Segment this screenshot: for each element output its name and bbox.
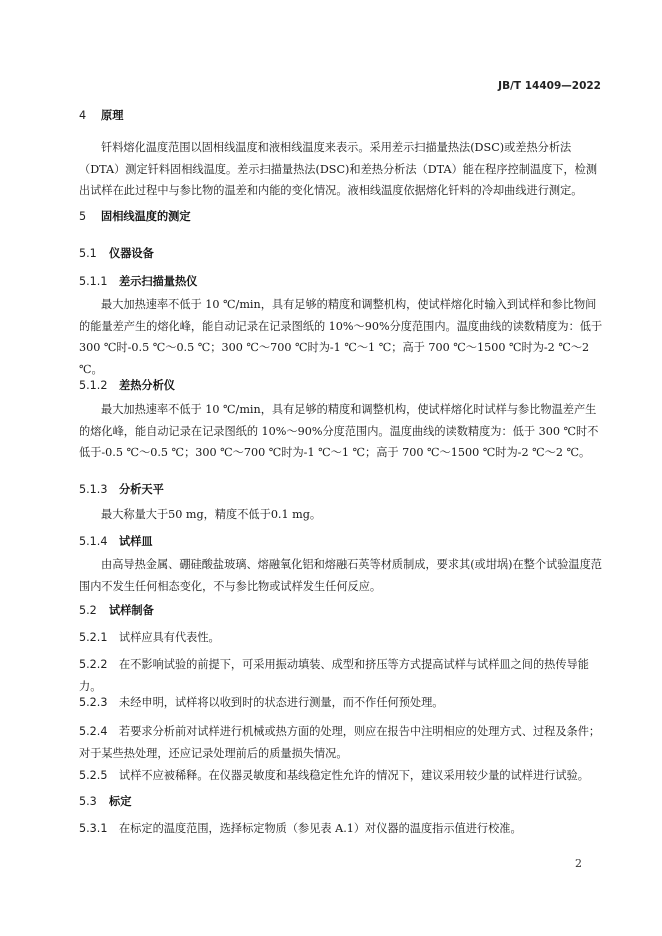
section-5-1-4-text: 由高导热金属、硼硅酸盐玻璃、熔融氧化铝和熔融石英等材质制成，要求其(或坩埚)在整个试验温度范围内不发生任何相态变化，不与参比物或试样发生任何反应。	[79, 558, 602, 593]
page-number: 2	[575, 857, 582, 870]
section-5-2-3-num: 5.2.3	[79, 696, 108, 709]
section-5-3-1-num: 5.3.1	[79, 822, 108, 835]
section-5-2-5	[79, 765, 603, 787]
section-5-2-4	[79, 721, 603, 764]
section-5-1-2-text: 最大加热速率不低于 10 ℃/min，具有足够的精度和调整机构，使试样熔化时试样与参比物温差产生的熔化峰，能自动记录在记录图纸的 10%～90%分度范围内。温度曲线的读数精度为：低于 300 ℃时不低于-0.5 ℃～0.5 ℃；300 ℃～700 ℃时为-1 ℃～1 ℃；高于 700 ℃～1500 ℃时为-2 ℃～2 ℃。	[79, 403, 599, 459]
section-5-2-heading: 5.2 试样制备	[79, 604, 154, 617]
section-5-2-2-num: 5.2.2	[79, 658, 108, 671]
section-5-3-1	[79, 818, 603, 840]
section-5-2-1-num: 5.2.1	[79, 631, 108, 644]
section-5-1-heading: 5.1 仪器设备	[79, 247, 154, 260]
section-5-3-1-text: 在标定的温度范围，选择标定物质（参见表 A.1）对仪器的温度指示值进行校准。	[119, 822, 522, 835]
section-5-2-4-num: 5.2.4	[79, 725, 108, 738]
standard-number: JB/T 14409—2022	[498, 80, 601, 92]
section-5-2-4-text: 若要求分析前对试样进行机械或热方面的处理，则应在报告中注明相应的处理方式、过程及条件；对于某些热处理，还应记录处理前后的质量损失情况。	[79, 725, 601, 760]
section-5-1-1-heading: 5.1.1 差示扫描量热仪	[79, 275, 198, 288]
section-5-2-1	[79, 627, 603, 649]
section-5-1-4-heading: 5.1.4 试样皿	[79, 535, 153, 548]
section-5-3-heading: 5.3 标定	[79, 795, 132, 808]
section-5-1-2-heading: 5.1.2 差热分析仪	[79, 379, 175, 392]
section-5-2-3	[79, 692, 603, 714]
section-5-1-3-heading: 5.1.3 分析天平	[79, 483, 164, 496]
section-4-text: 钎料熔化温度范围以固相线温度和液相线温度来表示。采用差示扫描量热法(DSC)或差热分析法（DTA）测定钎料固相线温度。差示扫描量热法(DSC)和差热分析法（DTA）能在程序控制温度下，检测出试样在此过程中与参比物的温差和内能的变化情况。液相线温度依据熔化钎料的冷却曲线进行测定。	[79, 141, 598, 197]
section-5-heading: 5 固相线温度的测定	[79, 210, 191, 223]
section-5-2-5-num: 5.2.5	[79, 769, 108, 782]
section-5-2-1-text: 试样应具有代表性。	[119, 631, 220, 644]
section-5-1-3-text: 最大称量大于50 mg，精度不低于0.1 mg。	[101, 508, 322, 521]
section-5-2-2-text: 在不影响试验的前提下，可采用振动填装、成型和挤压等方式提高试样与试样皿之间的热传导能力。	[79, 658, 589, 693]
section-5-2-3-text: 未经申明，试样将以收到时的状态进行测量，而不作任何预处理。	[119, 696, 444, 709]
section-5-2-5-text: 试样不应被稀释。在仪器灵敏度和基线稳定性允许的情况下，建议采用较少量的试样进行试验。	[119, 769, 589, 782]
section-4-heading: 4 原理	[79, 109, 124, 122]
section-5-2-2	[79, 654, 603, 697]
section-5-1-1-text: 最大加热速率不低于 10 ℃/min，具有足够的精度和调整机构，使试样熔化时输入到试样和参比物间的能量差产生的熔化峰，能自动记录在记录图纸的 10%～90%分度范围内。温度曲线的读数精度为：低于 300 ℃时-0.5 ℃～0.5 ℃；300 ℃～700 ℃时为-1 ℃～1 ℃；高于 700 ℃～1500 ℃时为-2 ℃～2 ℃。	[79, 298, 603, 376]
